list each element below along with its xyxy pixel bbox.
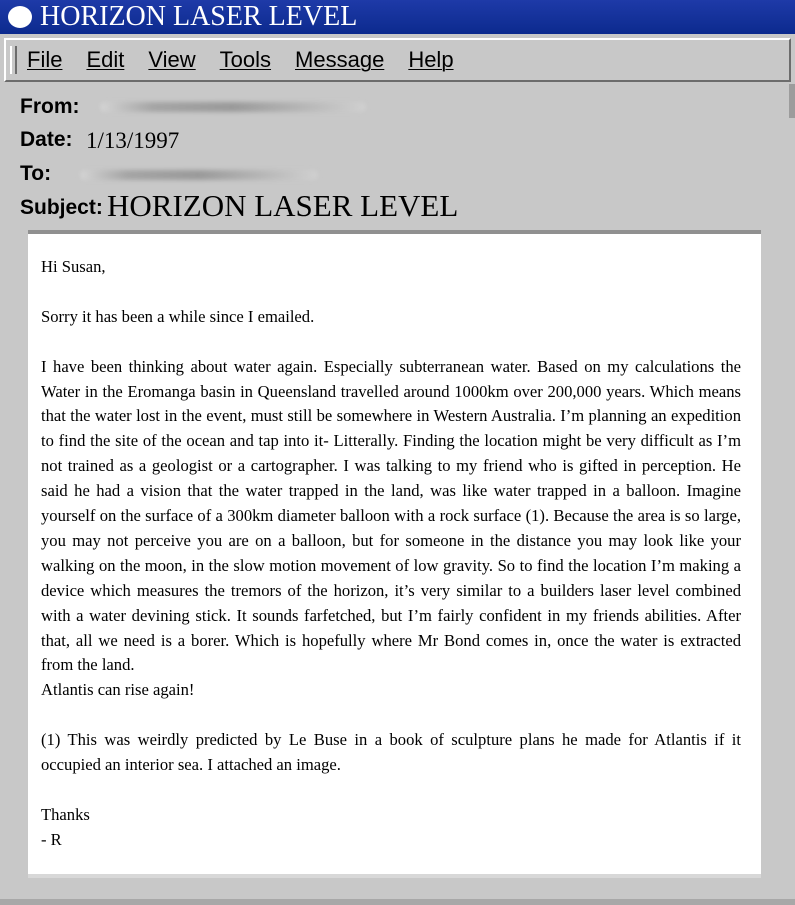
paragraph-2: I have been thinking about water again. Especially subterranean water. Based on my calculations the Water in the Eromanga basin in Queensland travelled around 1000km over 200,000 years. Which means that the water lost in the event, must still be somewhere in Western Australia. I’m planning an expedition to find the site of the ocean and tap into it- Litterally. Finding the location might be very difficult as I’m not trained as a geologist or a cartographer. I was talking to my friend who is gifted in perception. He said he had a vision that the water trapped in the land, was like water trapped in a balloon. Imagine yourself on the surface of a 300km diameter balloon with a rock surface (1). Because the area is so large, you may not perceive you are on a balloon, but for someone in the distance you may look like your walking on the moon, in the slow motion movement of low gravity. So to find the location I’m making a device which measures the tremors of the horizon, it’s very similar to a builders laser level combined with a water devining stick. It sounds farfetched, but I’m fairly confident in my friends abilities. After that, all we need is a borer. Which is hopefully where Mr Bond comes in, once the water is extracted from the land. (41, 356, 741, 675)
date-label: Date: (20, 128, 73, 151)
menu-view[interactable]: View (148, 47, 196, 72)
paragraph-3: (1) This was weirdly predicted by Le Buse in a book of sculpture plans he made for Atlantis if it occupied an interior sea. I attached an image. (41, 730, 741, 775)
menu-file[interactable]: File (27, 47, 63, 72)
paragraph-2-closing: Atlantis can rise again! (41, 680, 195, 700)
toolbar-grip[interactable] (10, 46, 17, 74)
menu-message[interactable]: Message (295, 47, 385, 72)
menu-help[interactable]: Help (408, 47, 454, 72)
greeting: Hi Susan, (41, 257, 106, 276)
subject-value: HORIZON LASER LEVEL (107, 188, 459, 223)
paragraph-1: Sorry it has been a while since I emailed. (41, 306, 315, 326)
scrollbar-thumb[interactable] (789, 84, 795, 118)
to-label: To: (20, 162, 52, 185)
from-redacted (100, 102, 366, 112)
title-bar (0, 0, 795, 34)
menu-bar (4, 38, 791, 82)
menu-edit[interactable]: Edit (86, 47, 125, 72)
signature: - R (41, 829, 62, 849)
to-redacted (80, 170, 318, 180)
window-bottom-border (0, 899, 795, 905)
date-value: 1/13/1997 (86, 128, 180, 153)
from-label: From: (20, 95, 80, 118)
signoff: Thanks (41, 804, 90, 824)
menu-tools[interactable]: Tools (219, 47, 272, 72)
window-title: HORIZON LASER LEVEL (40, 1, 358, 32)
app-icon (8, 6, 32, 28)
subject-label: Subject: (20, 196, 103, 219)
message-body (41, 255, 741, 853)
